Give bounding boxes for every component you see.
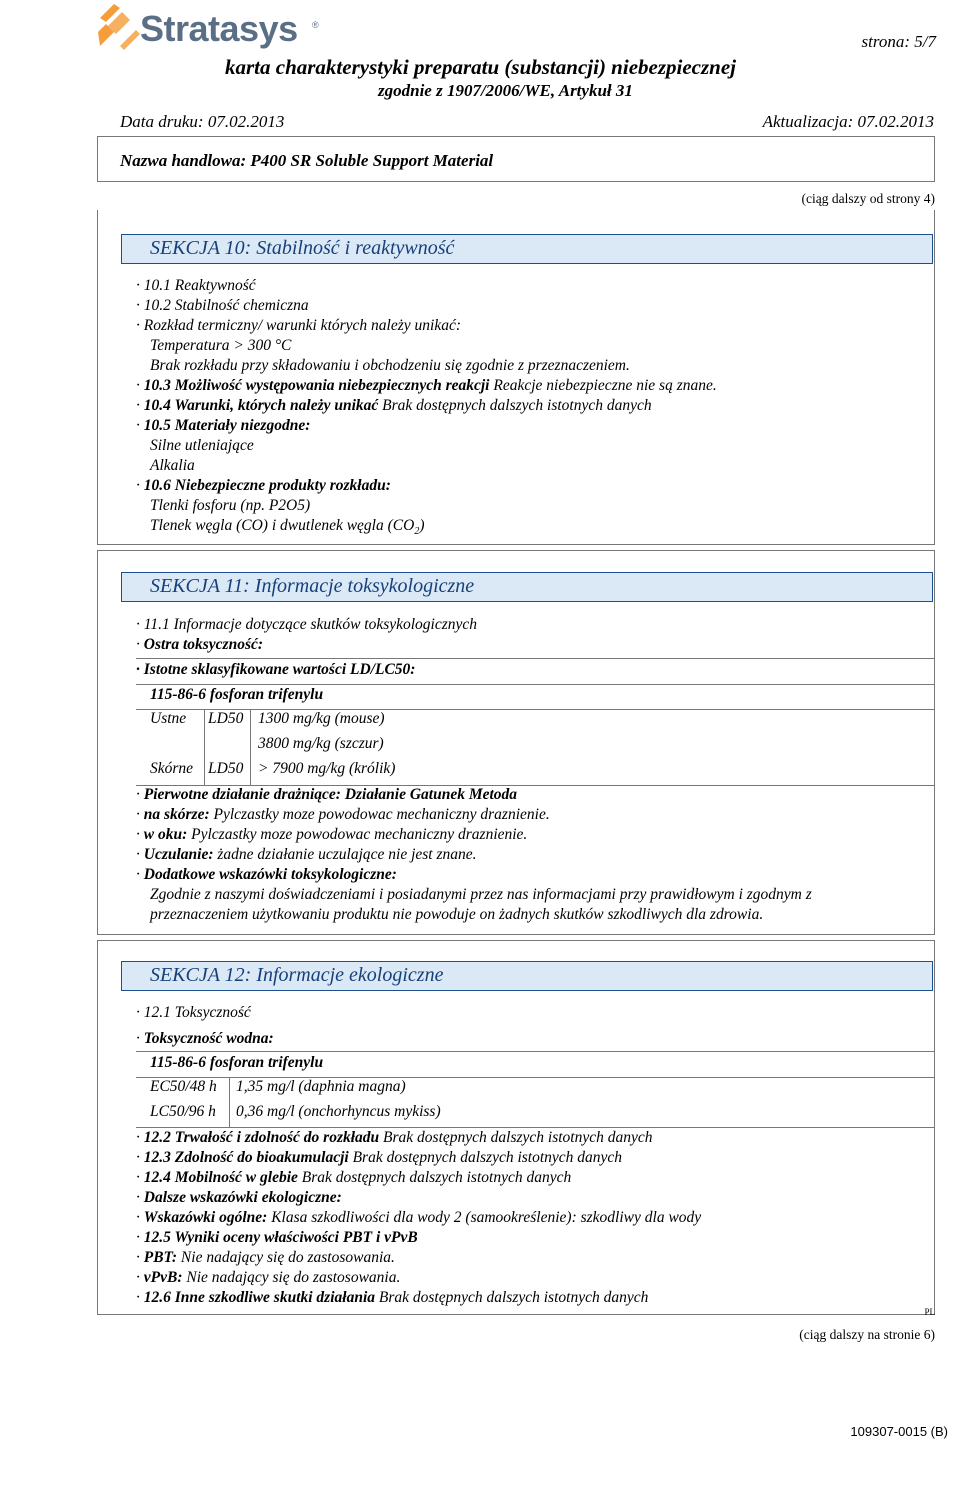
table-rule [136, 684, 935, 685]
table-row: EC50/48 h 1,35 mg/l (daphnia magna) [150, 1078, 406, 1095]
substance-name: 115-86-6 fosforan trifenylu [150, 686, 324, 703]
s12-line: · PBT: Nie nadający się do zastosowania. [136, 1249, 395, 1266]
s10-line: · 10.1 Reaktywność [136, 277, 256, 294]
section-12-title: SEKCJA 12: Informacje ekologiczne [150, 964, 444, 986]
continued-on: (ciąg dalszy na stronie 6) [799, 1327, 935, 1342]
trade-name: Nazwa handlowa: P400 SR Soluble Support Material [120, 151, 494, 170]
company-name: Stratasys [140, 8, 298, 49]
s10-line: Tlenek węgla (CO) i dwutlenek węgla $(CO_2)$ [150, 517, 425, 538]
s12-line: · 12.4 Mobilność w glebie Brak dostępnych dalszych istotnych danych [136, 1169, 572, 1186]
s10-line: · 10.5 Materiały niezgodne: [136, 417, 311, 434]
s10-line: · 10.2 Stabilność chemiczna [136, 297, 309, 314]
s12-line: · 12.2 Trwałość i zdolność do rozkładu Brak dostępnych dalszych istotnych danych [136, 1129, 653, 1146]
registered-mark: ® [312, 20, 319, 30]
s12-line: · 12.3 Zdolność do bioakumulacji Brak dostępnych dalszych istotnych danych [136, 1149, 623, 1166]
s11-line: · Pierwotne działanie drażniące: Działanie Gatunek Metoda [136, 786, 518, 803]
language-code: PL [924, 1307, 935, 1317]
s10-line: · Rozkład termiczny/ warunki których należy unikać: [136, 317, 461, 334]
s10-line: · 10.4 Warunki, których należy unikać Brak dostępnych dalszych istotnych danych [136, 397, 652, 414]
section-10-header [121, 234, 933, 264]
s12-line: · Toksyczność wodna: [136, 1030, 274, 1047]
print-date: Data druku: 07.02.2013 [120, 112, 285, 131]
s10-line: · 10.3 Możliwość występowania niebezpiecznych reakcji Reakcje niebezpieczne nie są znane. [136, 377, 717, 394]
s10-line: Brak rozkładu przy składowaniu i obchodzeniu się zgodnie z przeznaczeniem. [150, 357, 630, 374]
table-row: Ustne LD50 1300 mg/kg (mouse) [150, 710, 385, 727]
continued-from: (ciąg dalszy od strony 4) [801, 191, 935, 206]
s10-line: Tlenki fosforu (np. P2O5) [150, 497, 311, 514]
s11-line: · Dodatkowe wskazówki toksykologiczne: [136, 866, 397, 883]
s11-line: · Uczulanie: żadne działanie uczulające nie jest znane. [136, 846, 477, 863]
s12-line: · 12.5 Wyniki oceny właściwości PBT i vPvB [136, 1229, 418, 1246]
table-row: LC50/96 h 0,36 mg/l (onchorhyncus mykiss) [150, 1103, 441, 1120]
s11-line: · Ostra toksyczność: [136, 636, 264, 653]
table-row: Skórne LD50 > 7900 mg/kg (królik) [150, 760, 396, 777]
s12-line: · Dalsze wskazówki ekologiczne: [136, 1189, 342, 1206]
s11-line: · 11.1 Informacje dotyczące skutków toksykologicznych [136, 616, 478, 633]
s10-line: Temperatura > 300 °C [150, 337, 292, 354]
section-10-title: SEKCJA 10: Stabilność i reaktywność [150, 237, 455, 259]
table-header: · Istotne sklasyfikowane wartości LD/LC50: [136, 661, 416, 678]
document-subtitle: zgodnie z 1907/2006/WE, Artykuł 31 [378, 81, 633, 100]
s11-line: przeznaczeniem użytkowaniu produktu nie powoduje on żadnych skutków szkodliwych dla zdrowia. [150, 906, 764, 923]
s10-line: · 10.6 Niebezpieczne produkty rozkładu: [136, 477, 391, 494]
s12-line: · Wskazówki ogólne: Klasa szkodliwości dla wody 2 (samookreślenie): szkodliwy dla wody [136, 1209, 702, 1226]
logo [96, 4, 326, 52]
section-11-header [121, 572, 933, 602]
s12-line: · vPvB: Nie nadający się do zastosowania. [136, 1269, 401, 1286]
s10-line: Alkalia [150, 457, 195, 474]
ld50-table [136, 658, 935, 786]
s11-line: Zgodnie z naszymi doświadczeniami i posiadanymi przez nas informacjami przy prawidłowym i zgodnym z [150, 886, 812, 903]
s11-line: · na skórze: Pylczastky moze powodowac mechaniczny draznienie. [136, 806, 550, 823]
trade-name-box [97, 137, 935, 182]
page-number: strona: 5/7 [861, 32, 936, 51]
stratasys-logo-icon [96, 4, 140, 52]
document-code: 109307-0015 (B) [850, 1424, 948, 1439]
section-11-title: SEKCJA 11: Informacje toksykologiczne [150, 575, 475, 597]
s11-line: · w oku: Pylczastky moze powodowac mechaniczny draznienie. [136, 826, 528, 843]
aquatic-toxicity-table [136, 1051, 935, 1128]
update-date: Aktualizacja: 07.02.2013 [762, 112, 934, 131]
s12-line: · 12.6 Inne szkodliwe skutki działania Brak dostępnych dalszych istotnych danych [136, 1289, 649, 1306]
table-row: 3800 mg/kg (szczur) [258, 735, 384, 752]
s12-line: · 12.1 Toksyczność [136, 1004, 251, 1021]
document-title: karta charakterystyki preparatu (substancji) niebezpiecznej [225, 55, 736, 79]
substance-name: 115-86-6 fosforan trifenylu [150, 1054, 324, 1071]
section-12-header [121, 961, 933, 991]
s10-line: Silne utleniające [150, 437, 254, 454]
